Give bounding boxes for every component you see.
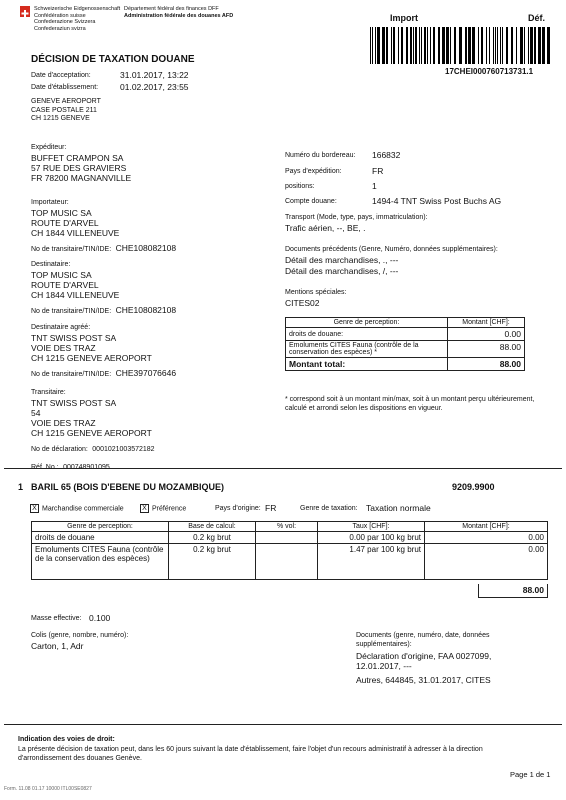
total-value: 88.00 (448, 358, 525, 371)
commercial-label: Marchandise commerciale (42, 505, 124, 513)
address-line: CH 1844 VILLENEUVE (31, 227, 120, 238)
ref-value: 000748901095 (63, 463, 110, 471)
origin-label: Pays d'origine: (215, 505, 261, 512)
item-tariff: 9209.9900 (452, 482, 495, 492)
address-line: TOP MUSIC SA (31, 269, 92, 280)
barcode (370, 27, 552, 64)
origin-value: FR (265, 503, 277, 513)
recap-table (285, 317, 525, 371)
acceptance-date-value: 31.01.2017, 13:22 (120, 70, 189, 80)
header-cell: Genre de perception: (32, 522, 169, 532)
barcode-bar (370, 27, 371, 64)
id-value: CHE397076646 (115, 367, 177, 378)
preference-checkbox: X (140, 504, 149, 513)
table-row (286, 328, 525, 341)
barcode-bar (419, 27, 420, 64)
barcode-bar (438, 27, 440, 64)
id-label: No de transitaire/TIN/IDE: (31, 370, 112, 378)
barcode-bar (450, 27, 451, 64)
address-line: ROUTE D'ARVEL (31, 217, 99, 228)
preference-option (140, 504, 186, 514)
barcode-bar (427, 27, 428, 64)
barcode-bar (486, 27, 487, 64)
address-line: FR 78200 MAGNANVILLE (31, 172, 132, 183)
barcode-bar (424, 27, 426, 64)
transport-value: Trafic aérien, --, BE, . (285, 223, 366, 233)
address-line: 57 RUE DES GRAVIERS (31, 162, 127, 173)
barcode-bar (406, 27, 408, 64)
gov-line: Confédération suisse (34, 12, 86, 19)
table-cell: 0.00 par 100 kg brut (318, 532, 425, 544)
destinataire-block (31, 261, 176, 318)
table-row (286, 318, 525, 328)
bordereau-value: 166832 (372, 150, 401, 160)
page-title: DÉCISION DE TAXATION DOUANE (31, 54, 195, 65)
barcode-bar (524, 27, 525, 64)
id-value: CHE108082108 (115, 242, 177, 253)
office-line: CASE POSTALE 211 (31, 106, 97, 114)
row-value: 88.00 (448, 341, 525, 358)
gov-line: Confederazione Svizzera (34, 19, 96, 25)
total-label: Montant total: (286, 358, 448, 371)
commercial-checkbox: X (30, 504, 39, 513)
address-line: ROUTE D'ARVEL (31, 279, 99, 290)
address-line: BUFFET CRAMPON SA (31, 152, 124, 163)
table-row (32, 532, 548, 544)
address-line: TNT SWISS POST SA (31, 397, 117, 408)
barcode-bar (506, 27, 508, 64)
mentions-label: Mentions spéciales: (285, 289, 347, 296)
table-row (32, 522, 548, 532)
barcode-bar (382, 27, 385, 64)
barcode-bar (377, 27, 380, 64)
destinataire-label: Destinataire: (31, 261, 71, 268)
barcode-bar (478, 27, 479, 64)
address-line: VOIE DES TRAZ (31, 417, 96, 428)
row-label: Emoluments CITES Fauna (contrôle de la conservation des espèces) * (286, 341, 448, 358)
header-cell: Base de calcul: (169, 522, 256, 532)
barcode-bar (547, 27, 550, 64)
table-cell: 0.00 (425, 544, 548, 580)
barcode-bar (393, 27, 395, 64)
form-text: Form. 11.08 01.17 10000 ITL00SE0827 (4, 786, 92, 792)
page-number: Page 1 de 1 (510, 770, 551, 779)
barcode-bar (516, 27, 517, 64)
table-cell: 1.47 par 100 kg brut (318, 544, 425, 580)
barcode-bar (534, 27, 536, 64)
dept-line: Administration fédérale des douanes AFD (124, 12, 234, 19)
ref-label: Réf. No.: (31, 463, 59, 471)
barcode-bar (495, 27, 496, 64)
id-value: CHE108082108 (115, 304, 177, 315)
taxation-value: Taxation normale (366, 503, 431, 513)
positions-label: positions: (285, 183, 315, 190)
divider (4, 724, 562, 725)
docs-line: Autres, 644845, 31.01.2017, CITES (356, 675, 491, 685)
address-line: TNT SWISS POST SA (31, 332, 117, 343)
id-label: No de transitaire/TIN/IDE: (31, 245, 112, 253)
office-line: CH 1215 GENEVE (31, 115, 90, 122)
id-label: No de transitaire/TIN/IDE: (31, 307, 112, 315)
address-line: 54 (31, 407, 41, 418)
dept-line: Département fédéral des finances DFF (124, 6, 219, 12)
docs-precedents-label: Documents précédents (Genre, Numéro, données supplémentaires): (285, 246, 498, 253)
barcode-bar (489, 27, 490, 64)
mentions-value: CITES02 (285, 298, 320, 308)
colis-value: Carton, 1, Adr (31, 641, 84, 651)
barcode-bar (502, 27, 503, 64)
table-cell: 0.2 kg brut (169, 544, 256, 580)
table-cell: Emoluments CITES Fauna (contrôle de la conservation des espèces) (32, 544, 169, 580)
barcode-bar (511, 27, 513, 64)
barcode-bar (415, 27, 417, 64)
item-description: BARIL 65 (BOIS D'EBENE DU MOZAMBIQUE) (31, 482, 224, 492)
docs-precedent-line: Détail des marchandises, /, --- (285, 266, 399, 276)
destinataire-agree-label: Destinataire agréé: (31, 324, 91, 331)
barcode-bar (530, 27, 533, 64)
barcode-bar (372, 27, 373, 64)
compte-value: 1494-4 TNT Swiss Post Buchs AG (372, 196, 502, 206)
voies-label: Indication des voies de droit: (18, 736, 115, 743)
import-label: Import (390, 13, 418, 23)
preference-label: Préférence (152, 505, 187, 513)
decl-value: 0001021003572182 (92, 445, 155, 453)
dept-lines (124, 6, 233, 19)
table-cell: 0.00 (425, 532, 548, 544)
destinataire-agree-block (31, 324, 176, 381)
issue-date-label: Date d'établissement: (31, 84, 99, 91)
row-value: 0.00 (448, 328, 525, 341)
item-number: 1 (18, 482, 24, 492)
address-line: CH 1215 GENEVE AEROPORT (31, 427, 152, 438)
masse-label: Masse effective: (31, 615, 82, 622)
barcode-bar (542, 27, 545, 64)
barcode-bar (421, 27, 422, 64)
barcode-bar (500, 27, 501, 64)
docs-line: Déclaration d'origine, FAA 0027099, 12.01.2017, --- (356, 651, 492, 671)
importateur-block (31, 199, 176, 256)
def-label: Déf. (528, 13, 546, 23)
header-cell: Montant [CHF]: (425, 522, 548, 532)
address-line: VOIE DES TRAZ (31, 342, 96, 353)
barcode-bar (481, 27, 483, 64)
item-table (31, 521, 548, 580)
office-line: GENEVE AEROPORT (31, 98, 101, 105)
transitaire-label: Transitaire: (31, 389, 66, 396)
barcode-bar (538, 27, 541, 64)
colis-label: Colis (genre, nombre, numéro): (31, 632, 129, 639)
barcode-bar (386, 27, 388, 64)
positions-value: 1 (372, 181, 377, 191)
expediteur-block (31, 144, 131, 183)
customs-office (31, 98, 101, 124)
barcode-bar (454, 27, 456, 64)
barcode-bar (459, 27, 462, 64)
gov-lines (34, 6, 120, 32)
table-row (286, 358, 525, 371)
issue-date-value: 01.02.2017, 23:55 (120, 82, 189, 92)
barcode-bar (465, 27, 467, 64)
table-row (32, 544, 548, 580)
row-label: droits de douane: (286, 328, 448, 341)
bordereau-label: Numéro du bordereau: (285, 152, 356, 159)
item-total: 88.00 (478, 584, 548, 598)
address-line: CH 1844 VILLENEUVE (31, 289, 120, 300)
recap-note: * correspond soit à un montant min/max, soit à un montant perçu ultérieurement, calculé et arrondi selon les dispositions en vigueur. (285, 396, 535, 412)
barcode-bar (375, 27, 376, 64)
barcode-bar (497, 27, 498, 64)
transitaire-block (31, 389, 155, 474)
swiss-cross-icon (20, 6, 30, 17)
barcode-bar (493, 27, 494, 64)
pays-expedition-value: FR (372, 166, 384, 176)
barcode-bar (410, 27, 412, 64)
taxation-label: Genre de taxation: (300, 505, 358, 512)
barcode-bar (398, 27, 399, 64)
table-cell: droits de douane (32, 532, 169, 544)
barcode-bar (442, 27, 445, 64)
header-cell: Montant [CHF]: (448, 318, 525, 328)
gov-line: Schweizerische Eidgenossenschaft (34, 6, 121, 12)
commercial-option (30, 504, 124, 514)
address-line: CH 1215 GENEVE AEROPORT (31, 352, 152, 363)
table-cell (256, 544, 318, 580)
barcode-bar (391, 27, 392, 64)
voies-text: La présente décision de taxation peut, dans les 60 jours suivant la date d'établissement, faire l'objet d'un recours administratif à adresser à la direction d'arrondissement des douanes Genève. (18, 746, 483, 762)
decl-label: No de déclaration: (31, 445, 88, 453)
header-cell: Taux [CHF]: (318, 522, 425, 532)
compte-label: Compte douane: (285, 198, 337, 205)
barcode-bar (520, 27, 523, 64)
table-cell (256, 532, 318, 544)
gov-line: Confederaziun svizra (34, 25, 86, 32)
barcode-bar (528, 27, 529, 64)
address-line: TOP MUSIC SA (31, 207, 92, 218)
barcode-bar (468, 27, 471, 64)
expediteur-label: Expéditeur: (31, 144, 67, 151)
header-cell: % vol: (256, 522, 318, 532)
table-cell: 0.2 kg brut (169, 532, 256, 544)
barcode-bar (433, 27, 435, 64)
table-row (286, 341, 525, 358)
docs-precedent-line: Détail des marchandises, ., --- (285, 255, 399, 265)
barcode-bar (472, 27, 475, 64)
transport-label: Transport (Mode, type, pays, immatriculation): (285, 214, 428, 221)
pays-expedition-label: Pays d'expédition: (285, 168, 342, 175)
header-cell: Genre de perception: (286, 318, 448, 328)
divider (4, 468, 562, 469)
importateur-label: Importateur: (31, 199, 69, 206)
barcode-bar (446, 27, 449, 64)
barcode-text: 17CHEI000760713731.1 (445, 67, 534, 76)
barcode-bar (413, 27, 414, 64)
docs-label: Documents (genre, numéro, date, données supplémentaires): (356, 632, 490, 648)
barcode-bar (401, 27, 403, 64)
masse-value: 0.100 (89, 613, 111, 623)
acceptance-date-label: Date d'acceptation: (31, 72, 91, 79)
barcode-bar (430, 27, 431, 64)
